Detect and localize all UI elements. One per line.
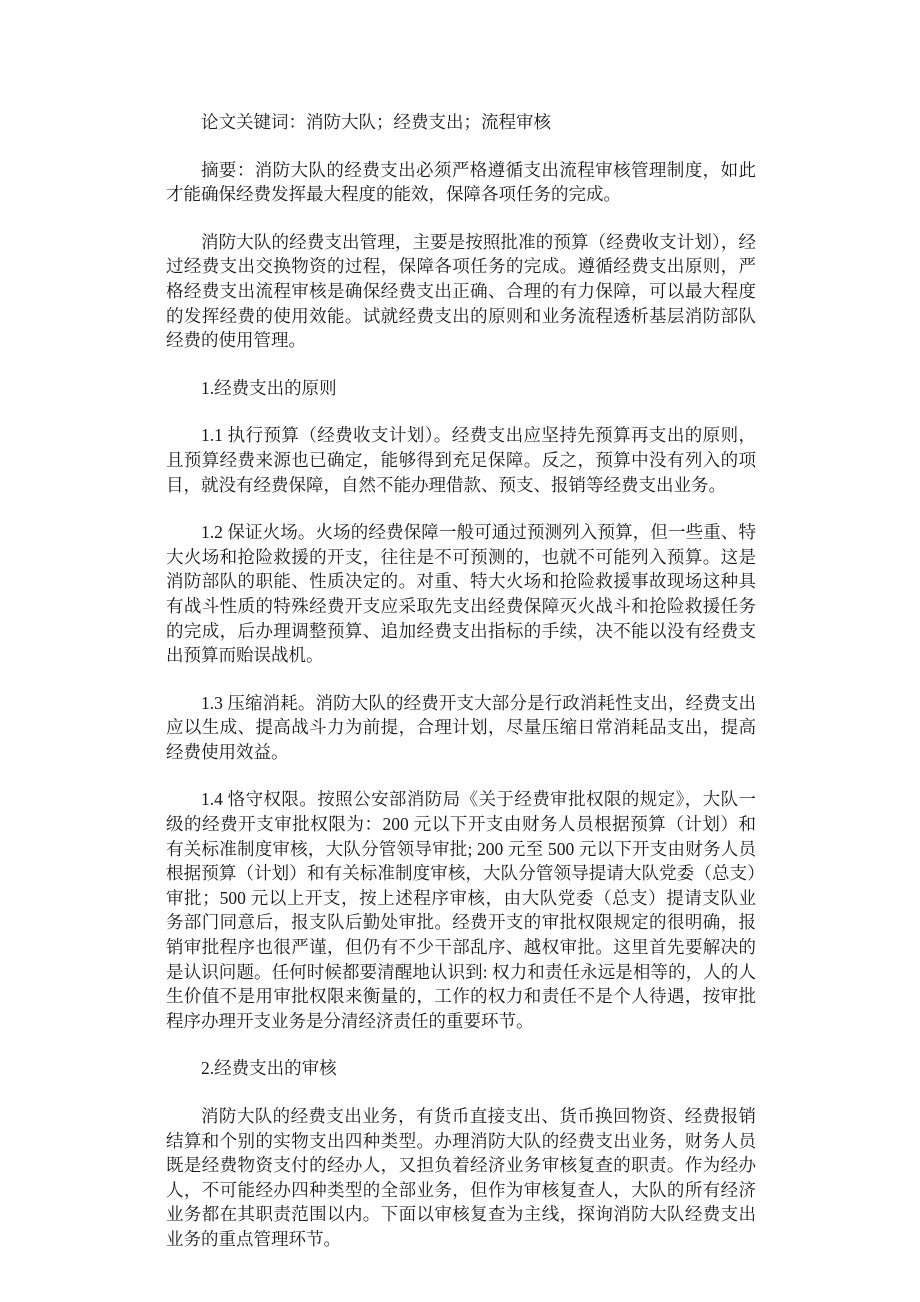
section-2-heading: 2.经费支出的审核 [201, 1058, 337, 1079]
paragraph-1-3: 1.3 压缩消耗。消防大队的经费开支大部分是行政消耗性支出，经费支出应以生成、提高战斗力为前提，合理计划，尽量压缩日常消耗品支出，提高经费使用效益。 [166, 692, 756, 762]
keywords-line: 论文关键词：消防大队；经费支出；流程审核 [201, 112, 551, 132]
paragraph-1-2: 1.2 保证火场。火场的经费保障一般可通过预测列入预算，但一些重、特大火场和抢险救援的开支，往往是不可预测的，也就不可能列入预算。这是消防部队的职能、性质决定的。对重、特大火场和抢险救援事故现场这种具有战斗性质的特殊经费开支应采取先支出经费保障灭火战斗和抢险救援任务的完成，后办理调整预算、追加经费支出指标的手续，决不能以没有经费支出预算而贻误战机。 [166, 522, 756, 666]
abstract-paragraph: 摘要：消防大队的经费支出必须严格遵循支出流程审核管理制度，如此才能确保经费发挥最大程度的能效，保障各项任务的完成。 [166, 159, 756, 205]
intro-paragraph: 消防大队的经费支出管理，主要是按照批准的预算（经费收支计划），经过经费支出交换物资的过程，保障各项任务的完成。遵循经费支出原则，严格经费支出流程审核是确保经费支出正确、合理的有力保障，可以最大程度的发挥经费的使用效能。试就经费支出的原则和业务流程透析基层消防部队经费的使用管理。 [166, 231, 756, 351]
closing-paragraph: 消防大队的经费支出业务，有货币直接支出、货币换回物资、经费报销结算和个别的实物支出四种类型。办理消防大队的经费支出业务，财务人员既是经费物资支付的经办人，又担负着经济业务审核复查的职责。作为经办人，不可能经办四种类型的全部业务，但作为审核复查人，大队的所有经济业务都在其职责范围以内。下面以审核复查为主线，探询消防大队经费支出业务的重点管理环节。 [166, 1106, 756, 1249]
paragraph-1-1: 1.1 执行预算（经费收支计划）。经费支出应坚持先预算再支出的原则，且预算经费来源也已确定，能够得到充足保障。反之，预算中没有列入的项目，就没有经费保障，自然不能办理借款、预支、报销等经费支出业务。 [166, 425, 756, 495]
section-1-heading: 1.经费支出的原则 [201, 377, 337, 398]
paragraph-1-4: 1.4 恪守权限。按照公安部消防局《关于经费审批权限的规定》，大队一级的经费开支审批权限为：200 元以下开支由财务人员根据预算（计划）和有关标准制度审核，大队分管领导审批; 200 元至 500 元以下开支由财务人员根据预算（计划）和有关标准制度审核，大队分管领导提请大队党委（总支）审批；500 元以上开支，按上述程序审核，由大队党委（总支）提请支队业务部门同意后，报支队后勤处审批。经费开支的审批权限规定的很明确，报销审批程序也很严谨，但仍有不少干部乱序、越权审批。这里首先要解决的是认识问题。任何时候都要清醒地认识到: 权力和责任永远是相等的，人的人生价值不是用审批权限来衡量的，工作的权力和责任不是个人待遇，按审批程序办理开支业务是分清经济责任的重要环节。 [166, 789, 756, 1031]
